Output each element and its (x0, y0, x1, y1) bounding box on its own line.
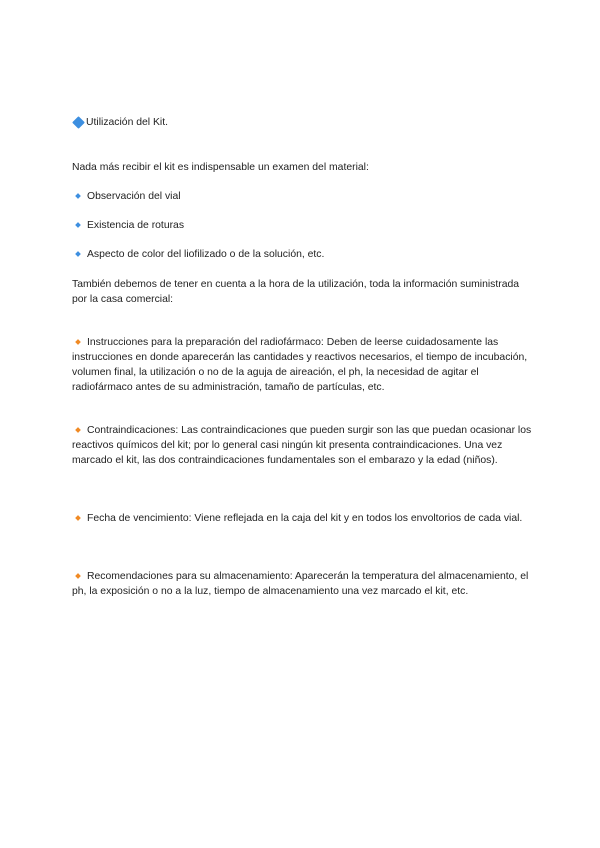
small-blue-diamond-icon (75, 251, 81, 257)
intro-paragraph: Nada más recibir el kit es indispensable un examen del material: (72, 162, 369, 173)
list-item (72, 247, 532, 262)
info-item (72, 335, 532, 395)
small-orange-diamond-icon (75, 515, 81, 521)
small-blue-diamond-icon (75, 193, 81, 199)
info-item (72, 511, 532, 526)
list-item (72, 218, 532, 233)
list-item-text: Aspecto de color del liofilizado o de la solución, etc. (87, 249, 325, 260)
blue-diamond-icon (72, 116, 85, 129)
list-item-text: Observación del vial (87, 191, 181, 202)
info-item (72, 569, 532, 599)
small-blue-diamond-icon (75, 222, 81, 228)
small-orange-diamond-icon (75, 339, 81, 345)
list-item-text: Existencia de roturas (87, 220, 185, 231)
section-title: Utilización del Kit. (86, 117, 169, 128)
small-orange-diamond-icon (75, 573, 81, 579)
small-orange-diamond-icon (75, 427, 81, 433)
list-item (72, 189, 532, 204)
info-item-text: Instrucciones para la preparación del radiofármaco: Deben de leerse cuidadosamente las instrucciones en donde aparecerán las cantidades y reactivos necesarios, el tiempo de incubación, volumen final, la utilización o no de la aguja de aireación, el ph, la necesidad de agitar el radiofármaco antes de su administración, tamaño de partículas, etc. (72, 337, 528, 393)
info-item (72, 423, 532, 468)
info-item-text: Contraindicaciones: Las contraindicaciones que pueden surgir son las que puedan ocasionar los reactivos químicos del kit; por lo general casi ningún kit presenta contraindicaciones. Una vez marcado el kit, las dos contraindicaciones fundamentales son el embarazo y la edad (niños). (72, 425, 532, 466)
info-item-text: Fecha de vencimiento: Viene reflejada en la caja del kit y en todos los envoltorios de cada vial. (87, 513, 523, 524)
section-heading (72, 115, 532, 130)
info-item-text: Recomendaciones para su almacenamiento: Aparecerán la temperatura del almacenamiento, el ph, la exposición o no a la luz, tiempo de almacenamiento una vez marcado el kit, etc. (72, 571, 529, 597)
note-paragraph: También debemos de tener en cuenta a la hora de la utilización, toda la información suministrada por la casa comercial: (72, 279, 520, 305)
